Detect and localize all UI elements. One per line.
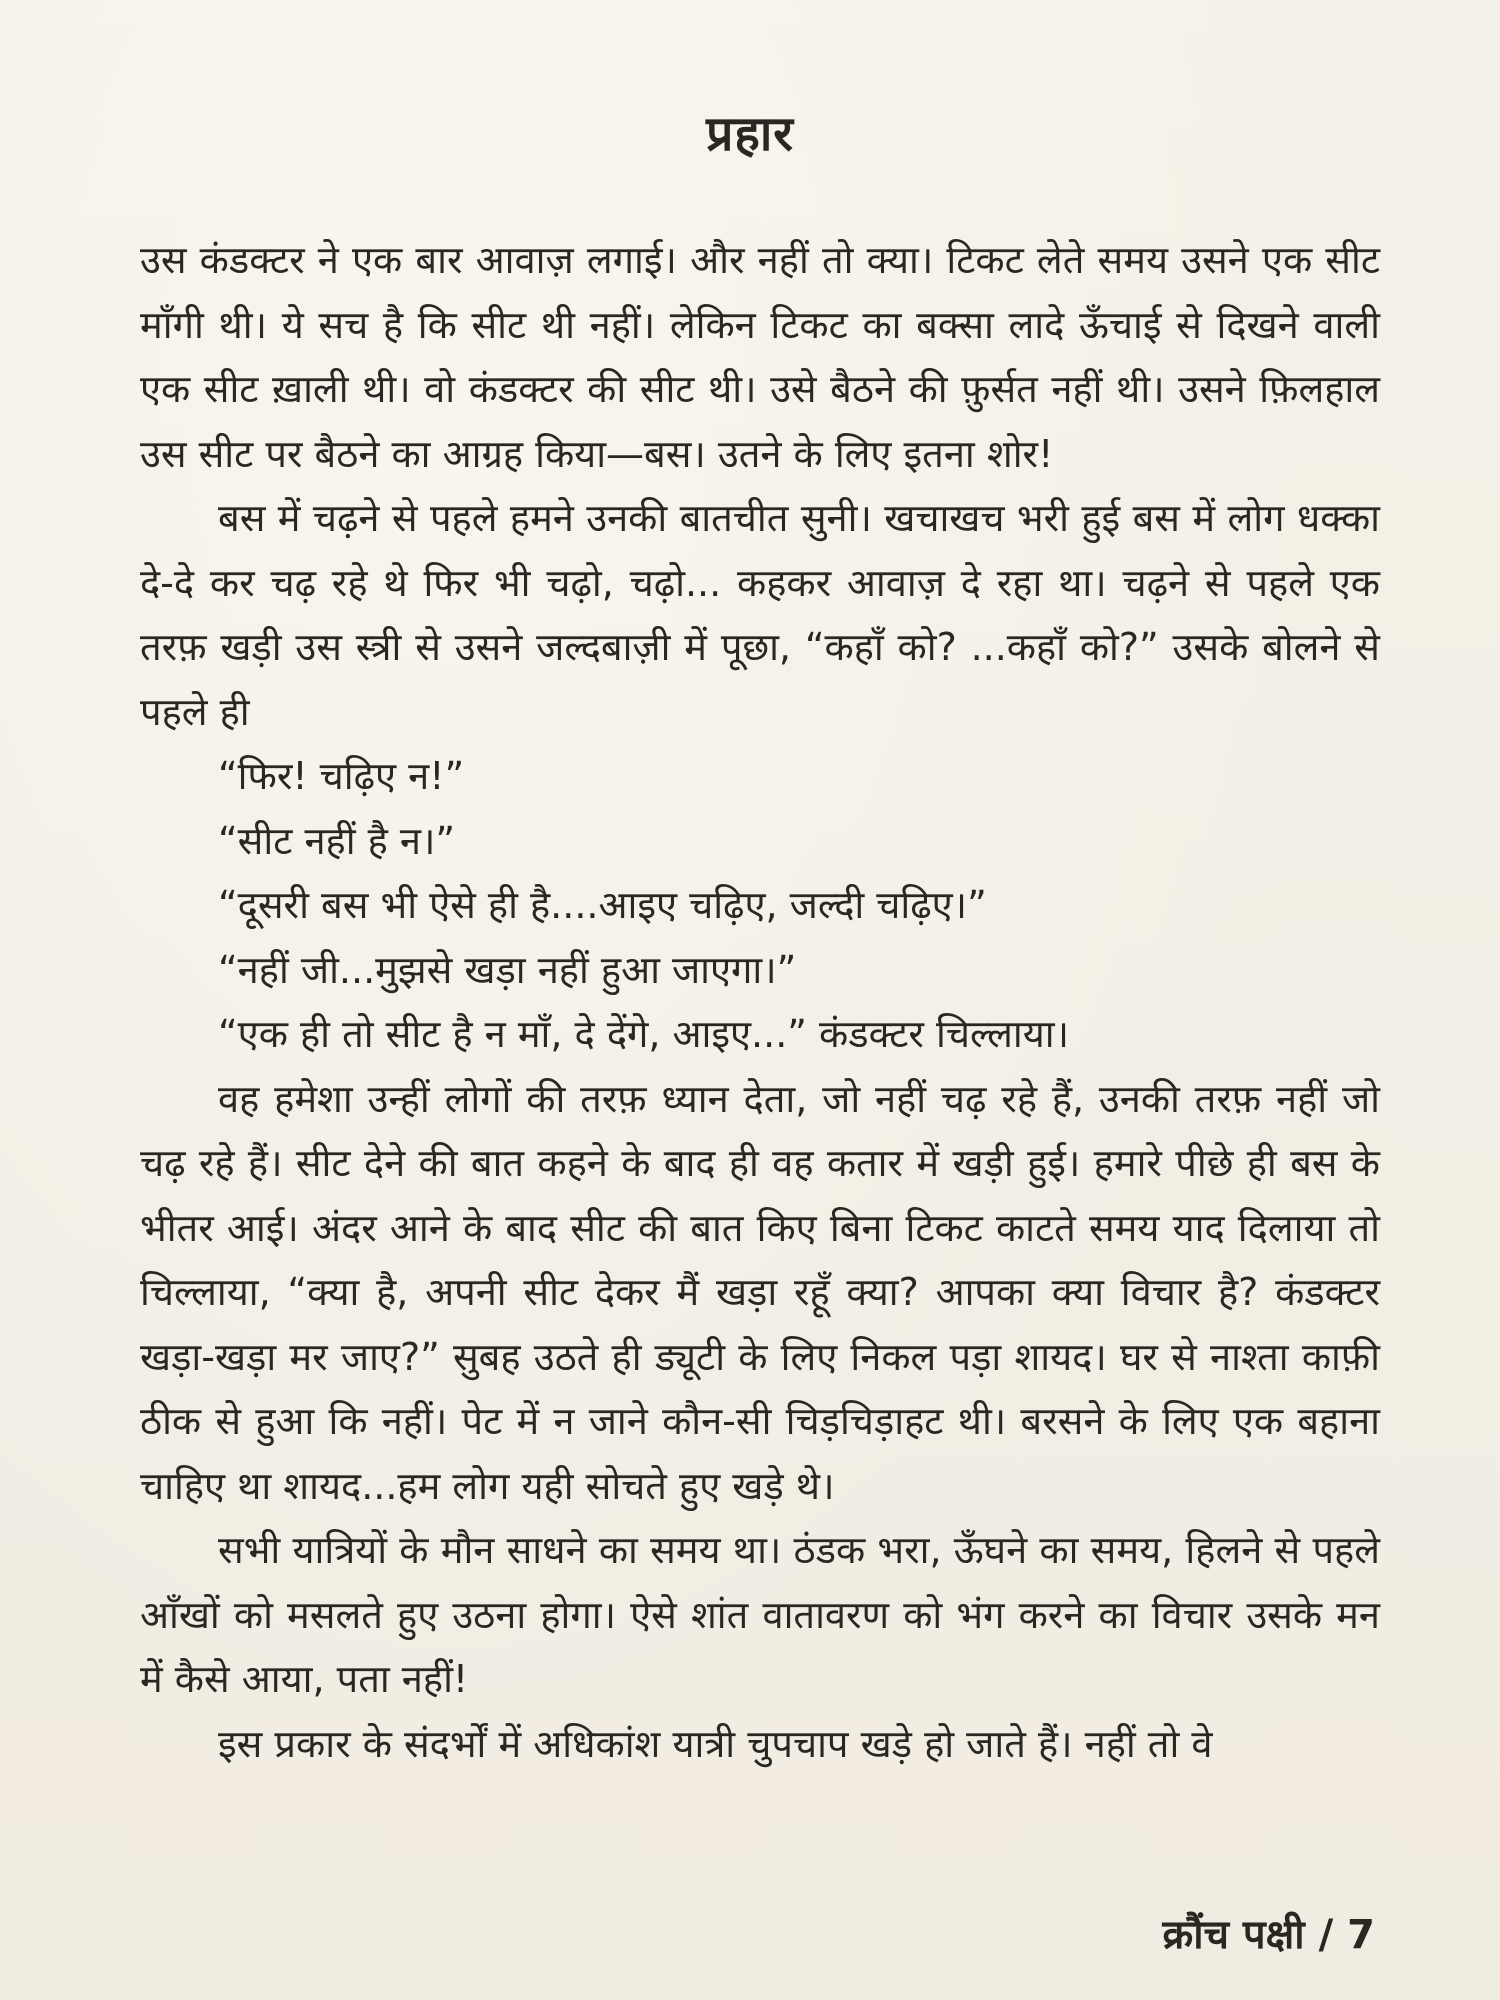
page-footer	[1163, 1905, 1376, 1960]
paragraph: वह हमेशा उन्हीं लोगों की तरफ़ ध्यान देता, जो नहीं चढ़ रहे हैं, उनकी तरफ़ नहीं जो चढ़ रहे हैं। सीट देने की बात कहने के बाद ही वह कतार में खड़ी हुई। हमारे पीछे ही बस के भीतर आई। अंदर आने के बाद सीट की बात किए बिना टिकट काटते समय याद दिलाया तो चिल्लाया, “क्या है, अपनी सीट देकर मैं खड़ा रहूँ क्या? आपका क्या विचार है? कंडक्टर खड़ा-खड़ा मर जाए?” सुबह उठते ही ड्यूटी के लिए निकल पड़ा शायद। घर से नाश्ता काफ़ी ठीक से हुआ कि नहीं। पेट में न जाने कौन-सी चिड़चिड़ाहट थी। बरसने के लिए एक बहाना चाहिए था शायद...हम लोग यही सोचते हुए खड़े थे।	[140, 1076, 1380, 1508]
footer-separator: /	[1318, 1912, 1334, 1958]
dialogue-line: “नहीं जी...मुझसे खड़ा नहीं हुआ जाएगा।”	[218, 947, 797, 992]
page-number: 7	[1347, 1912, 1375, 1958]
paragraph: बस में चढ़ने से पहले हमने उनकी बातचीत सुनी। खचाखच भरी हुई बस में लोग धक्का दे-दे कर चढ़ रहे थे फिर भी चढ़ो, चढ़ो... कहकर आवाज़ दे रहा था। चढ़ने से पहले एक तरफ़ खड़ी उस स्त्री से उसने जल्दबाज़ी में पूछा, “कहाँ को? ...कहाँ को?” उसके बोलने से पहले ही	[140, 496, 1380, 734]
dialogue-line: “फिर! चढ़िए न!”	[218, 754, 465, 798]
paragraph: सभी यात्रियों के मौन साधने का समय था। ठंडक भरा, ऊँघने का समय, हिलने से पहले आँखों को मसलते हुए उठना होगा। ऐसे शांत वातावरण को भंग करने का विचार उसके मन में कैसे आया, पता नहीं!	[140, 1528, 1380, 1701]
chapter-title: प्रहार	[706, 106, 794, 162]
dialogue-line: “एक ही तो सीट है न माँ, दे देंगे, आइए...” कंडक्टर चिल्लाया।	[218, 1012, 1070, 1056]
paragraph: उस कंडक्टर ने एक बार आवाज़ लगाई। और नहीं तो क्या। टिकट लेते समय उसने एक सीट माँगी थी। ये सच है कि सीट थी नहीं। लेकिन टिकट का बक्सा लादे ऊँचाई से दिखने वाली एक सीट ख़ाली थी। वो कंडक्टर की सीट थी। उसे बैठने की फ़ुर्सत नहीं थी। उसने फ़िलहाल उस सीट पर बैठने का आग्रह किया—बस। उतने के लिए इतना शोर!	[140, 238, 1380, 476]
body-text	[140, 228, 1380, 1776]
book-title: क्रौंच पक्षी	[1162, 1912, 1305, 1958]
paragraph: इस प्रकार के संदर्भों में अधिकांश यात्री चुपचाप खड़े हो जाते हैं। नहीं तो वे	[218, 1721, 1213, 1766]
dialogue-line: “सीट नहीं है न।”	[218, 818, 456, 863]
dialogue-line: “दूसरी बस भी ऐसे ही है....आइए चढ़िए, जल्दी चढ़िए।”	[218, 883, 987, 927]
